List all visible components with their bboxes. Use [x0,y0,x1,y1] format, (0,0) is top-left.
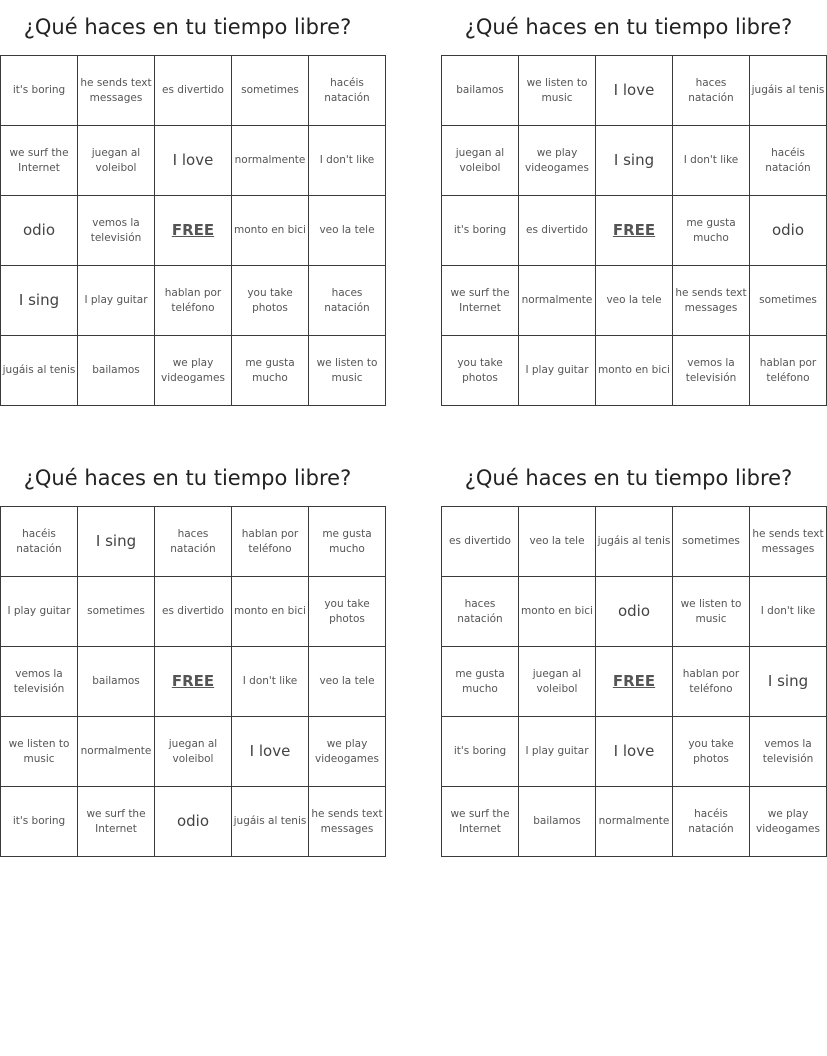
bingo-cell: juegan al voleibol [442,126,519,196]
bingo-cell: hablan por teléfono [673,647,750,717]
bingo-cell: vemos la televisión [750,717,827,787]
bingo-cell: monto en bici [519,577,596,647]
bingo-row [442,787,827,857]
bingo-cell: hacéis natación [750,126,827,196]
bingo-cell: normalmente [232,126,309,196]
bingo-cell: monto en bici [232,577,309,647]
bingo-cell: I sing [78,507,155,577]
bingo-cell: we listen to music [1,717,78,787]
bingo-cell: es divertido [442,507,519,577]
bingo-cell: you take photos [673,717,750,787]
bingo-cell: haces natación [673,56,750,126]
bingo-cell: I sing [1,266,78,336]
bingo-cell: I play guitar [519,336,596,406]
bingo-cell: odio [750,196,827,266]
bingo-cell: we listen to music [309,336,386,406]
bingo-cell: jugáis al tenis [232,787,309,857]
bingo-cell: hablan por teléfono [232,507,309,577]
bingo-cell: vemos la televisión [673,336,750,406]
bingo-card-3 [0,451,383,857]
bingo-cell: jugáis al tenis [596,507,673,577]
bingo-cell: it's boring [1,787,78,857]
bingo-cell: vemos la televisión [78,196,155,266]
bingo-cell: I sing [596,126,673,196]
card-title: ¿Qué haces en tu tiempo libre? [464,466,793,490]
bingo-cell: he sends text messages [78,56,155,126]
bingo-cell: hacéis natación [673,787,750,857]
bingo-cell: you take photos [232,266,309,336]
bingo-cell: vemos la televisión [1,647,78,717]
bingo-cell: he sends text messages [673,266,750,336]
free-space: FREE [155,647,232,717]
bingo-cell: es divertido [155,577,232,647]
bingo-cell: odio [596,577,673,647]
bingo-row [1,196,386,266]
free-space: FREE [596,196,673,266]
bingo-row [1,577,386,647]
bingo-cell: I play guitar [1,577,78,647]
bingo-cell: we play videogames [750,787,827,857]
card-title: ¿Qué haces en tu tiempo libre? [464,15,793,39]
bingo-cell: bailamos [78,647,155,717]
bingo-cell: I love [596,717,673,787]
bingo-cell: I play guitar [78,266,155,336]
bingo-row [1,266,386,336]
bingo-cell: veo la tele [596,266,673,336]
bingo-cell: normalmente [596,787,673,857]
bingo-cell: hacéis natación [1,507,78,577]
bingo-cell: we surf the Internet [442,266,519,336]
bingo-cell: he sends text messages [750,507,827,577]
bingo-cell: sometimes [750,266,827,336]
bingo-cell: odio [155,787,232,857]
bingo-row [1,126,386,196]
bingo-cell: I love [596,56,673,126]
bingo-cell: bailamos [519,787,596,857]
bingo-cell: we listen to music [673,577,750,647]
bingo-cell: we surf the Internet [1,126,78,196]
bingo-cell: I don't like [673,126,750,196]
bingo-cell: odio [1,196,78,266]
bingo-cell: me gusta mucho [309,507,386,577]
bingo-cell: haces natación [155,507,232,577]
bingo-cell: jugáis al tenis [1,336,78,406]
bingo-cell: juegan al voleibol [155,717,232,787]
bingo-cell: I don't like [232,647,309,717]
bingo-row [1,336,386,406]
bingo-grid [0,55,386,406]
bingo-row [1,56,386,126]
bingo-cell: haces natación [442,577,519,647]
bingo-row [442,196,827,266]
bingo-cell: me gusta mucho [232,336,309,406]
bingo-cell: monto en bici [232,196,309,266]
bingo-cell: me gusta mucho [673,196,750,266]
bingo-cell: we play videogames [519,126,596,196]
bingo-cell: you take photos [442,336,519,406]
bingo-cell: we play videogames [155,336,232,406]
bingo-cell: you take photos [309,577,386,647]
bingo-row [442,647,827,717]
bingo-cell: monto en bici [596,336,673,406]
card-title: ¿Qué haces en tu tiempo libre? [23,466,352,490]
bingo-cell: juegan al voleibol [78,126,155,196]
bingo-cell: juegan al voleibol [519,647,596,717]
bingo-cell: veo la tele [309,196,386,266]
bingo-grid [441,55,827,406]
bingo-cell: hablan por teléfono [750,336,827,406]
bingo-cell: I sing [750,647,827,717]
card-title: ¿Qué haces en tu tiempo libre? [23,15,352,39]
bingo-row [1,507,386,577]
bingo-row [1,787,386,857]
bingo-cell: sometimes [78,577,155,647]
bingo-cell: I don't like [750,577,827,647]
bingo-cell: me gusta mucho [442,647,519,717]
bingo-grid [0,506,386,857]
bingo-row [442,266,827,336]
bingo-cell: veo la tele [309,647,386,717]
bingo-grid [441,506,827,857]
bingo-cell: it's boring [442,717,519,787]
bingo-card-1 [0,0,378,406]
bingo-row [442,336,827,406]
bingo-cell: bailamos [78,336,155,406]
bingo-cell: I love [232,717,309,787]
bingo-cell: jugáis al tenis [750,56,827,126]
bingo-row [442,717,827,787]
bingo-row [442,56,827,126]
bingo-row [1,647,386,717]
bingo-cell: veo la tele [519,507,596,577]
bingo-cell: hablan por teléfono [155,266,232,336]
bingo-cell: he sends text messages [309,787,386,857]
bingo-row [442,126,827,196]
bingo-cell: we play videogames [309,717,386,787]
bingo-cell: I don't like [309,126,386,196]
bingo-cell: I love [155,126,232,196]
bingo-cell: we surf the Internet [442,787,519,857]
bingo-cell: normalmente [78,717,155,787]
bingo-cell: it's boring [442,196,519,266]
bingo-cell: hacéis natación [309,56,386,126]
bingo-cell: haces natación [309,266,386,336]
bingo-cell: sometimes [673,507,750,577]
bingo-row [442,577,827,647]
bingo-cell: I play guitar [519,717,596,787]
bingo-card-4 [441,451,824,857]
bingo-cell: normalmente [519,266,596,336]
bingo-cell: es divertido [155,56,232,126]
bingo-cell: it's boring [1,56,78,126]
free-space: FREE [155,196,232,266]
bingo-cell: es divertido [519,196,596,266]
bingo-cell: bailamos [442,56,519,126]
bingo-cell: we listen to music [519,56,596,126]
bingo-row [442,507,827,577]
free-space: FREE [596,647,673,717]
bingo-cell: sometimes [232,56,309,126]
bingo-row [1,717,386,787]
bingo-card-2 [441,0,825,406]
bingo-cell: we surf the Internet [78,787,155,857]
